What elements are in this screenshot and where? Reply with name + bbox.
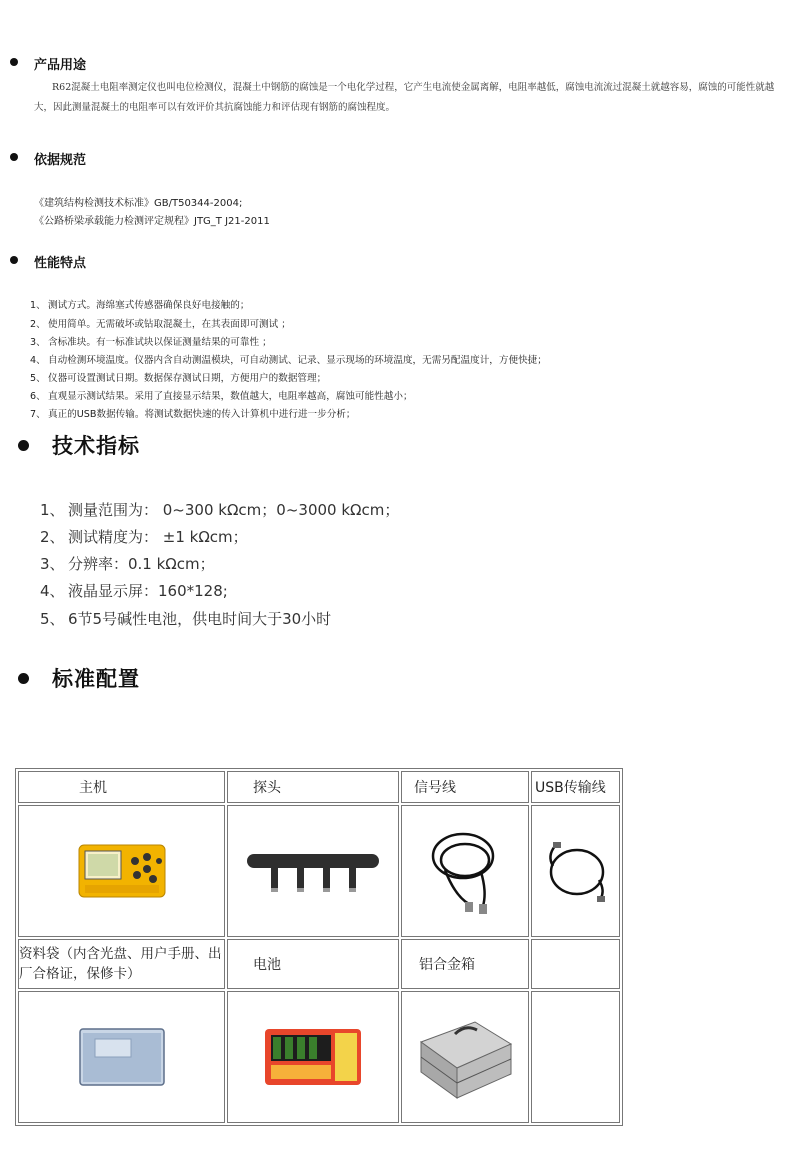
config-table <box>15 768 623 1126</box>
usage-paragraph: R62混凝土电阻率测定仪也叫电位检测仪，混凝土中钢筋的腐蚀是一个电化学过程，它产生电流使金属离解，电阻率越低，腐蚀电流流过混凝土就越容易，腐蚀的可能性就越大，因此测量混凝土的电阻率可以有效评价其抗腐蚀能力和评估现有钢筋的腐蚀程度。 <box>34 82 775 113</box>
standard-item: 《公路桥梁承载能力检测评定规程》JTG_T J21-2011 <box>34 216 270 227</box>
usb-cable-image-cell <box>531 805 620 937</box>
config-label-signal-cable: 信号线 <box>401 771 529 803</box>
feature-item: 6、 直观显示测试结果。采用了直接显示结果，数值越大，电阻率越高，腐蚀可能性越小； <box>30 391 413 402</box>
section-title-standards: 依据规范 <box>34 153 87 168</box>
config-label-aluminum-case: 铝合金箱 <box>401 939 529 989</box>
document-bag-image <box>77 1025 167 1089</box>
signal-cable-image <box>425 826 505 916</box>
config-label-document-bag: 资料袋（内含光盘、用户手册、出厂合格证，保修卡） <box>18 939 225 989</box>
document-bag-image-cell <box>18 991 225 1123</box>
spec-item: 5、 6节5号碱性电池，供电时间大于30小时 <box>40 610 332 628</box>
bullet-icon <box>10 153 18 161</box>
config-label-host: 主机 <box>18 771 225 803</box>
section-title-usage: 产品用途 <box>34 58 87 73</box>
feature-item: 7、 真正的USB数据传输。将测试数据快速的传入计算机中进行进一步分析； <box>30 409 356 420</box>
empty-cell <box>531 991 620 1123</box>
signal-cable-image-cell <box>401 805 529 937</box>
feature-item: 5、 仪器可设置测试日期。数据保存测试日期，方便用户的数据管理； <box>30 373 327 384</box>
host-device-image <box>77 841 167 901</box>
feature-item: 1、 测试方式。海绵塞式传感器确保良好电接触的； <box>30 300 250 311</box>
bullet-icon <box>18 673 29 684</box>
probe-image <box>243 846 383 896</box>
config-label-battery: 电池 <box>227 939 399 989</box>
aluminum-case-image <box>415 1012 515 1102</box>
section-title-config: 标准配置 <box>52 667 140 691</box>
bullet-icon <box>18 440 29 451</box>
section-title-features: 性能特点 <box>34 256 87 271</box>
bullet-icon <box>10 256 18 264</box>
battery-image <box>263 1025 363 1089</box>
spec-item: 1、 测量范围为： 0~300 kΩcm；0~3000 kΩcm； <box>40 501 400 519</box>
feature-item: 3、 含标准块。有一标准试块以保证测量结果的可靠性 ； <box>30 337 272 348</box>
spec-item: 4、 液晶显示屏：160*128; <box>40 582 228 600</box>
config-label-probe: 探头 <box>227 771 399 803</box>
config-label-usb-cable: USB传输线 <box>531 771 620 803</box>
host-image-cell <box>18 805 225 937</box>
spec-item: 3、 分辨率：0.1 kΩcm； <box>40 555 215 573</box>
battery-image-cell <box>227 991 399 1123</box>
config-label-empty <box>531 939 620 989</box>
aluminum-case-image-cell <box>401 991 529 1123</box>
standard-item: 《建筑结构检测技术标准》GB/T50344-2004; <box>34 198 243 209</box>
section-title-specs: 技术指标 <box>52 434 140 458</box>
spec-item: 2、 测试精度为： ±1 kΩcm； <box>40 528 248 546</box>
bullet-icon <box>10 58 18 66</box>
feature-item: 2、 使用简单。无需破坏或钻取混凝土，在其表面即可测试 ； <box>30 319 291 330</box>
feature-item: 4、 自动检测环境温度。仪器内含自动测温模块，可自动测试、记录、显示现场的环境温度，无需另配温度计，方便快捷； <box>30 355 547 366</box>
usb-cable-image <box>541 836 611 906</box>
probe-image-cell <box>227 805 399 937</box>
